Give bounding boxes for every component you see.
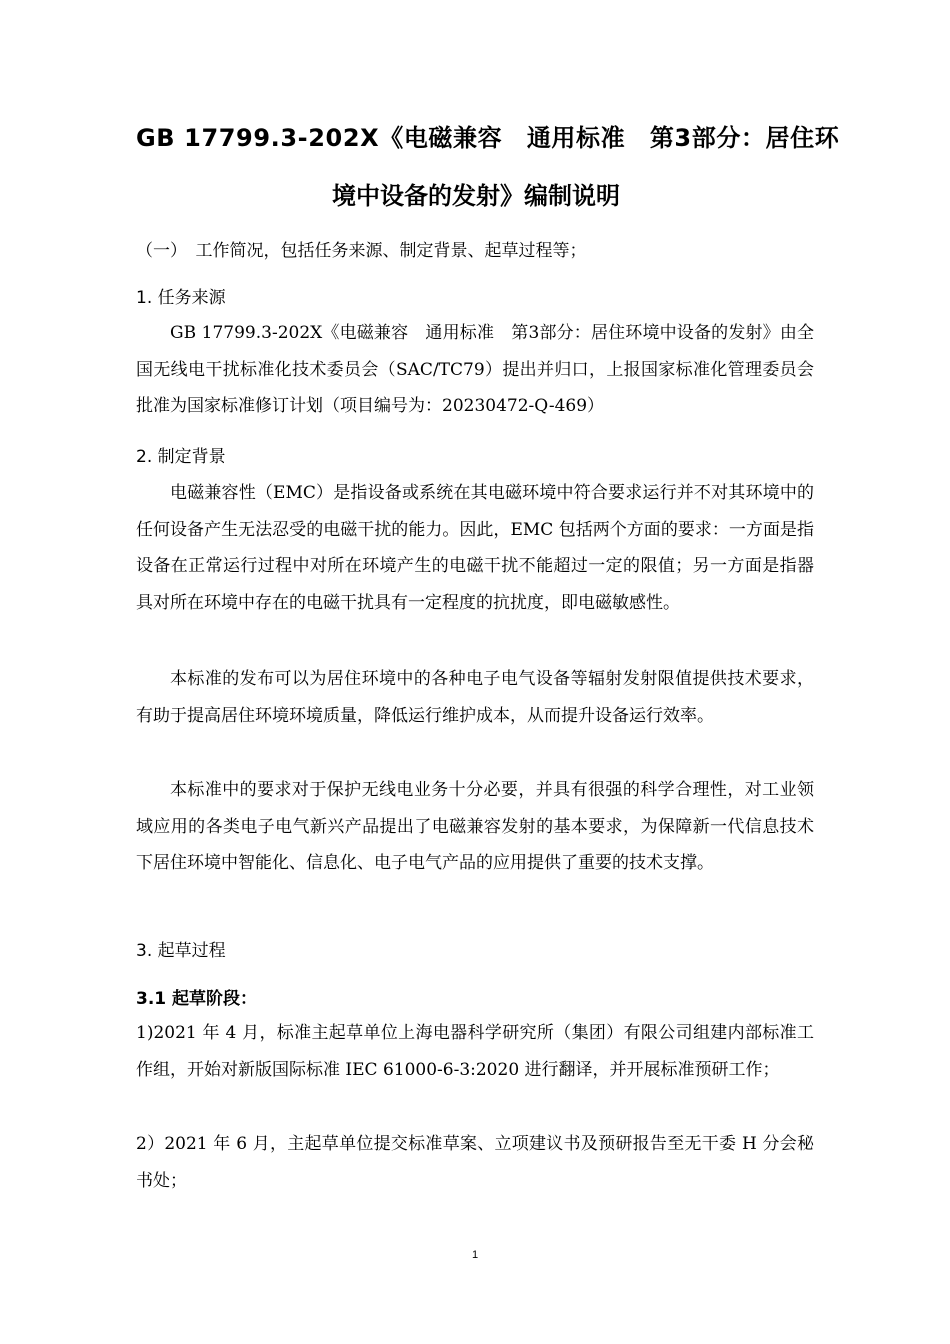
paragraph-background-emc: 电磁兼容性（EMC）是指设备或系统在其电磁环境中符合要求运行并不对其环境中的任何设备产生无法忍受的电磁干扰的能力。因此，EMC 包括两个方面的要求：一方面是指设备在正常运行过程中对所在环境产生的电磁干扰不能超过一定的限值；另一方面是指器具对所在环境中存在的电磁干扰具有一定程度的抗扰度，即电磁敏感性。 — [136, 483, 814, 613]
paragraph-background-purpose: 本标准的发布可以为居住环境中的各种电子电气设备等辐射发射限值提供技术要求，有助于提高居住环境环境质量，降低运行维护成本，从而提升设备运行效率。 — [136, 669, 814, 726]
paragraph-task-source: GB 17799.3-202X《电磁兼容 通用标准 第3部分：居住环境中设备的发射》由全国无线电干扰标准化技术委员会（SAC/TC79）提出并归口，上报国家标准化管理委员会批准为国家标准修订计划（项目编号为：20230472-Q-469） — [136, 323, 814, 416]
page-number: 1 — [471, 1249, 479, 1261]
document-title-line-2: 境中设备的发射》编制说明 — [332, 182, 620, 210]
subsection-heading-drafting: 3. 起草过程 — [136, 941, 226, 961]
drafting-item-1: 1)2021 年 4 月，标准主起草单位上海电器科学研究所（集团）有限公司组建内部标准工作组，开始对新版国际标准 IEC 61000-6-3:2020 进行翻译，并开展标准预研工作； — [136, 1023, 814, 1080]
document-title-line-1: GB 17799.3-202X《电磁兼容 通用标准 第3部分：居住环 — [136, 124, 840, 152]
drafting-stage-heading: 3.1 起草阶段： — [136, 989, 258, 1009]
drafting-item-2: 2）2021 年 6 月，主起草单位提交标准草案、立项建议书及预研报告至无干委 H 分会秘书处； — [136, 1134, 814, 1191]
subsection-heading-task-source: 1. 任务来源 — [136, 288, 226, 308]
subsection-heading-background: 2. 制定背景 — [136, 447, 226, 467]
paragraph-background-necessity: 本标准中的要求对于保护无线电业务十分必要，并具有很强的科学合理性，对工业领域应用的各类电子电气新兴产品提出了电磁兼容发射的基本要求，为保障新一代信息技术下居住环境中智能化、信息化、电子电气产品的应用提供了重要的技术支撑。 — [136, 780, 814, 873]
section-heading-work-overview: （一） 工作简况，包括任务来源、制定背景、起草过程等； — [136, 241, 587, 261]
